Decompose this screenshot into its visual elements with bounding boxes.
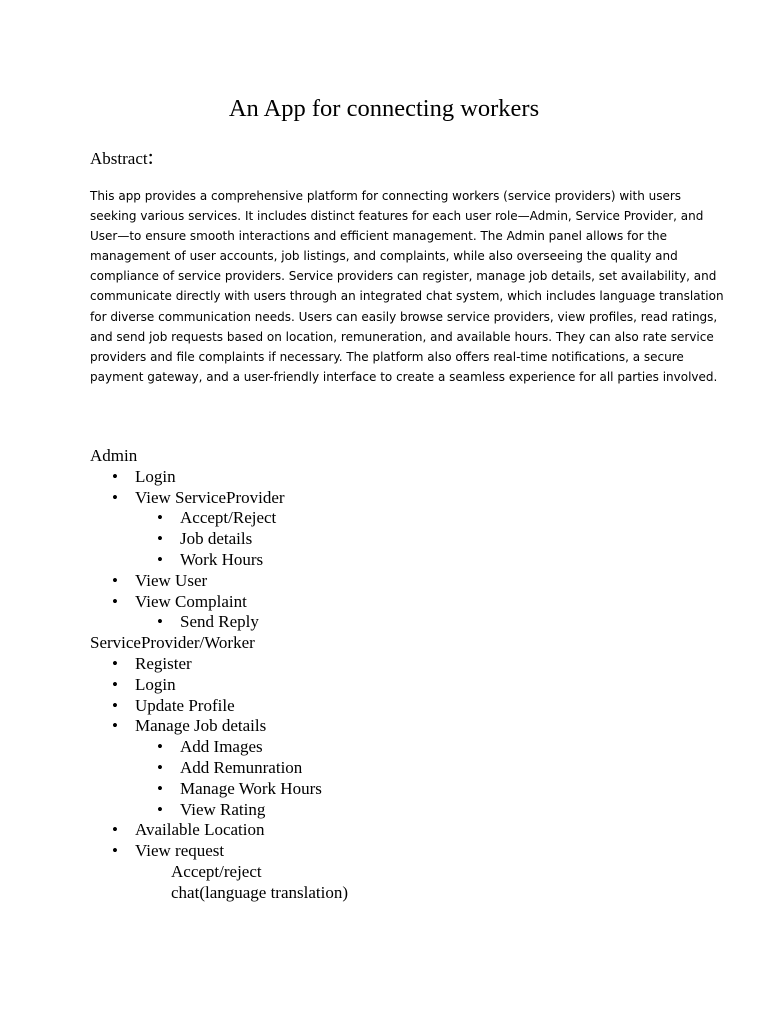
- outline-text: Register: [135, 653, 192, 673]
- bullet-icon: •: [157, 529, 163, 549]
- bullet-icon: •: [112, 716, 118, 736]
- abstract-line: for diverse communication needs. Users can easily browse service providers, view profiles, read ratings,: [90, 309, 718, 324]
- outline-text: Work Hours: [180, 549, 264, 569]
- bullet-icon: •: [157, 799, 163, 819]
- outline-item: [90, 571, 690, 592]
- outline-item: [90, 592, 690, 613]
- abstract-line: seeking various services. It includes distinct features for each user role—Admin, Service Provider, and: [90, 209, 704, 224]
- outline-item: [90, 654, 690, 675]
- outline-text: Add Remunration: [180, 757, 303, 777]
- outline-item: [90, 716, 690, 737]
- bullet-icon: •: [112, 820, 118, 840]
- outline-text: View Complaint: [135, 591, 247, 611]
- outline-heading: [90, 446, 690, 467]
- outline-subitem: [90, 529, 690, 550]
- bullet-icon: •: [157, 508, 163, 528]
- page-title: An App for connecting workers: [228, 95, 540, 122]
- outline-subitem: [90, 779, 690, 800]
- outline-subitem: [90, 612, 690, 633]
- outline-text: Job details: [180, 529, 253, 549]
- abstract-line: compliance of service providers. Service providers can register, manage job details, set availability, and: [90, 269, 717, 284]
- bullet-icon: •: [112, 695, 118, 715]
- bullet-icon: •: [157, 612, 163, 632]
- abstract-line: providers and file complaints if necessary. The platform also offers real-time notifications, a secure: [90, 349, 684, 364]
- outline-plain-item: [90, 862, 690, 883]
- outline-text: Available Location: [135, 820, 265, 840]
- bullet-icon: •: [157, 757, 163, 777]
- outline-text: View User: [135, 570, 208, 590]
- outline-text: Add Images: [180, 737, 263, 757]
- outline-item: [90, 820, 690, 841]
- abstract-line: User—to ensure smooth interactions and efficient management. The Admin panel allows for the: [90, 229, 668, 244]
- bullet-icon: •: [112, 653, 118, 673]
- outline-text: Accept/reject: [171, 861, 262, 881]
- outline-text: Send Reply: [180, 612, 259, 632]
- bullet-icon: •: [157, 737, 163, 757]
- outline-text: chat(language translation): [171, 882, 349, 902]
- outline-subitem: [90, 737, 690, 758]
- abstract-line: payment gateway, and a user-friendly interface to create a seamless experience for all parties involved.: [90, 369, 718, 384]
- outline-text: ServiceProvider/Worker: [90, 633, 255, 653]
- outline-subitem: [90, 508, 690, 529]
- outline-text: Update Profile: [135, 695, 235, 715]
- abstract-heading-colon: :: [147, 144, 154, 169]
- bullet-icon: •: [112, 591, 118, 611]
- outline-heading: [90, 633, 690, 654]
- outline-text: View Rating: [180, 799, 266, 819]
- feature-outline: [90, 446, 690, 904]
- bullet-icon: •: [112, 674, 118, 694]
- outline-item: [90, 467, 690, 488]
- outline-text: Admin: [90, 446, 138, 465]
- bullet-icon: •: [112, 487, 118, 507]
- outline-subitem: [90, 800, 690, 821]
- bullet-icon: •: [157, 549, 163, 569]
- abstract-line: management of user accounts, job listings, and complaints, while also overseeing the quality and: [90, 249, 678, 264]
- outline-text: Login: [135, 674, 176, 694]
- outline-subitem: [90, 758, 690, 779]
- bullet-icon: •: [112, 570, 118, 590]
- abstract-line: communicate directly with users through an integrated chat system, which includes language translation: [90, 289, 724, 304]
- abstract-heading: [90, 144, 154, 172]
- abstract-line: This app provides a comprehensive platform for connecting workers (service providers) with users: [90, 189, 682, 203]
- bullet-icon: •: [112, 841, 118, 861]
- outline-plain-item: [90, 883, 690, 904]
- outline-text: View request: [135, 841, 225, 861]
- abstract-paragraph: [90, 186, 724, 387]
- bullet-icon: •: [157, 778, 163, 798]
- outline-text: Login: [135, 466, 176, 486]
- outline-text: Accept/Reject: [180, 508, 277, 528]
- abstract-line: and send job requests based on location, remuneration, and available hours. They can also rate service: [90, 329, 714, 344]
- outline-item: [90, 488, 690, 509]
- outline-text: Manage Job details: [135, 716, 267, 736]
- outline-text: View ServiceProvider: [135, 487, 285, 507]
- outline-subitem: [90, 550, 690, 571]
- outline-text: Manage Work Hours: [180, 778, 322, 798]
- outline-item: [90, 841, 690, 862]
- outline-item: [90, 696, 690, 717]
- outline-item: [90, 675, 690, 696]
- bullet-icon: •: [112, 466, 118, 486]
- abstract-heading-text: Abstract: [90, 149, 148, 168]
